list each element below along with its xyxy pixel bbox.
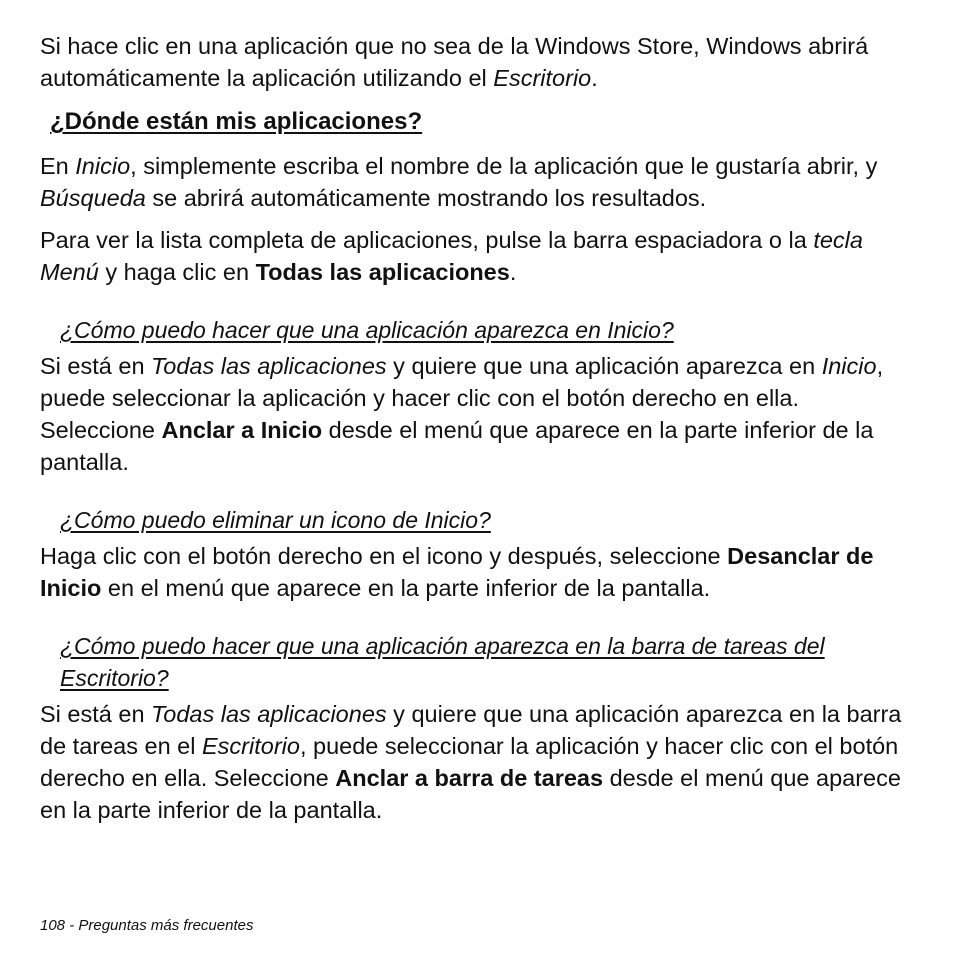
section-heading: ¿Dónde están mis aplicaciones? [50, 108, 423, 135]
answer-pin-to-taskbar: Si está en Todas las aplicaciones y quiere que una aplicación aparezca en la barra de tareas en el Escritorio, puede seleccionar la aplicación y hacer clic con el botón derecho en ella. Seleccione Anclar a barra de tareas desde el menú que aparece en la parte inferior de la pantalla. [40, 701, 902, 823]
answer-unpin-from-start: Haga clic con el botón derecho en el icono y después, seleccione Desanclar de Inicio en el menú que aparece en la parte inferior de la pantalla. [40, 543, 874, 601]
document-page [40, 30, 914, 826]
question-pin-to-taskbar: ¿Cómo puedo hacer que una aplicación aparezca en la barra de tareas del Escritorio? [60, 633, 825, 691]
page-footer: 108 - Preguntas más frecuentes [40, 917, 254, 934]
question-unpin-from-start: ¿Cómo puedo eliminar un icono de Inicio? [60, 507, 491, 533]
all-apps-paragraph: Para ver la lista completa de aplicaciones, pulse la barra espaciadora o la tecla Menú y haga clic en Todas las aplicaciones. [40, 227, 863, 285]
answer-pin-to-start: Si está en Todas las aplicaciones y quiere que una aplicación aparezca en Inicio, puede seleccionar la aplicación y hacer clic con el botón derecho en ella. Seleccione Anclar a Inicio desde el menú que aparece en la parte inferior de la pantalla. [40, 353, 884, 475]
question-pin-to-start: ¿Cómo puedo hacer que una aplicación aparezca en Inicio? [60, 317, 674, 343]
search-paragraph: En Inicio, simplemente escriba el nombre de la aplicación que le gustaría abrir, y Búsqueda se abrirá automáticamente mostrando los resultados. [40, 153, 878, 211]
intro-paragraph: Si hace clic en una aplicación que no sea de la Windows Store, Windows abrirá automáticamente la aplicación utilizando el Escritorio. [40, 33, 869, 91]
